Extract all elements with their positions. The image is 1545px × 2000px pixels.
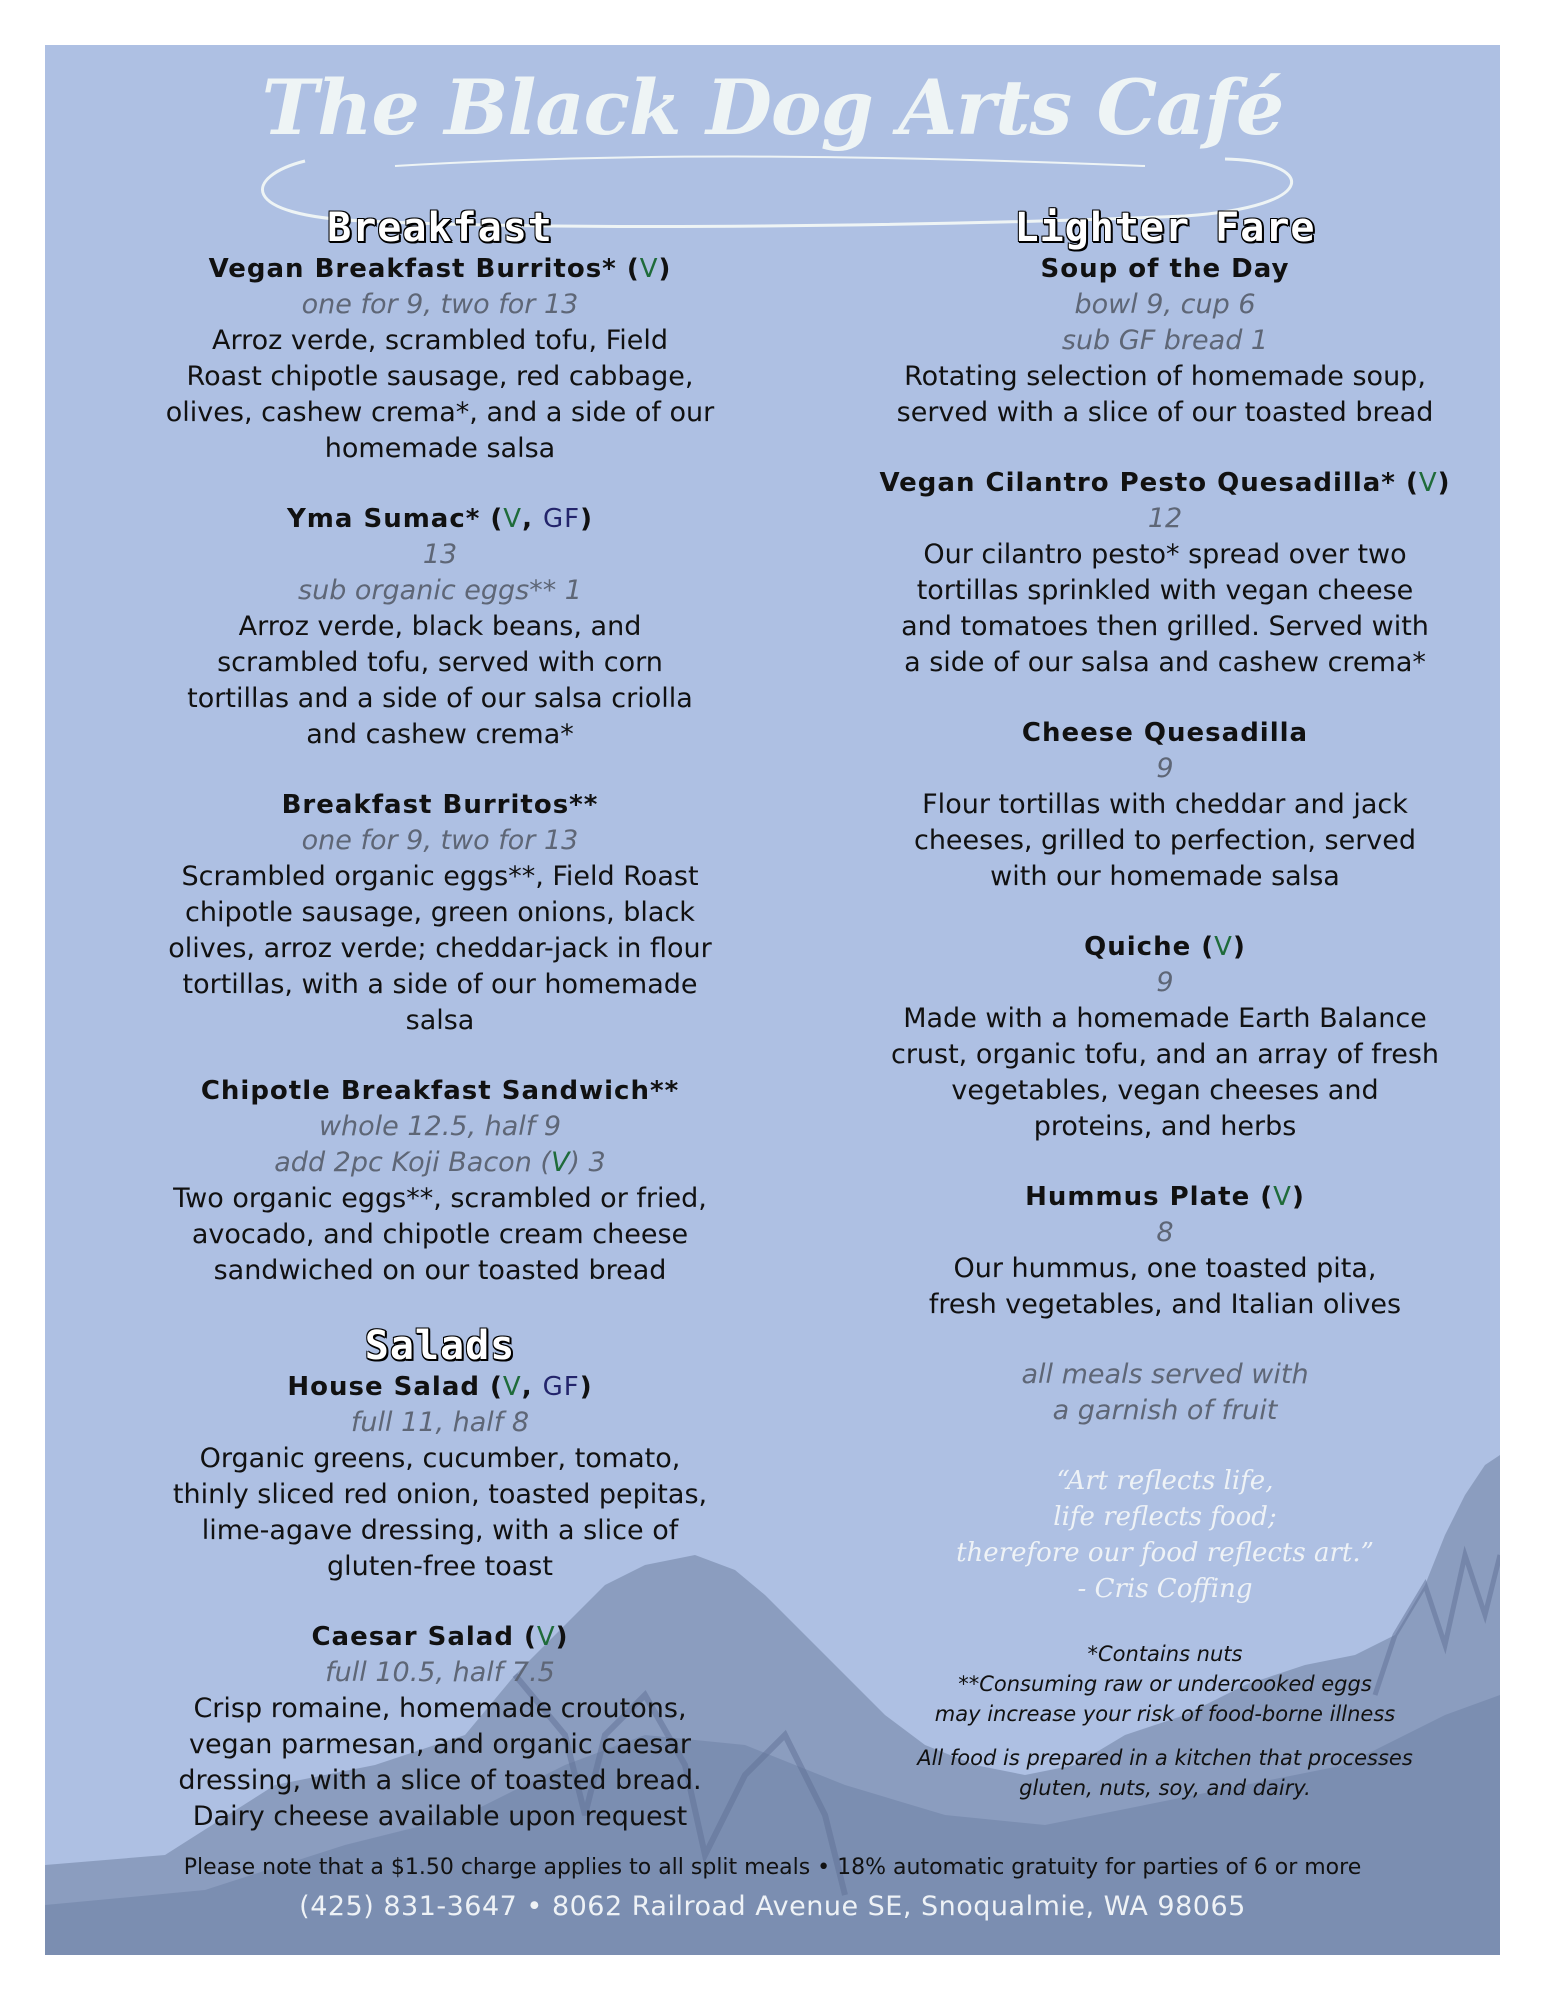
item-name: Cheese Quesadilla xyxy=(1021,718,1309,748)
addon-text: add 2pc Koji Bacon ( xyxy=(274,1147,551,1178)
item-name-line: Caesar Salad (V) xyxy=(311,1622,569,1652)
quote-line: “Art reflects life, xyxy=(1056,1466,1274,1496)
item-description-line: proteins, and herbs xyxy=(1033,1111,1297,1142)
menu-item xyxy=(120,1619,760,1835)
vegan-tag: V xyxy=(1214,932,1233,962)
meals-note-line: a garnish of fruit xyxy=(1052,1395,1278,1426)
item-name: Quiche xyxy=(1084,932,1192,962)
section-heading: Breakfast xyxy=(327,205,553,251)
item-description-line: dressing, with a slice of toasted bread. xyxy=(178,1765,702,1796)
item-description-line: salsa xyxy=(405,1005,475,1036)
item-name: House Salad xyxy=(287,1372,480,1402)
gluten-free-tag: GF xyxy=(543,504,581,534)
menu-item xyxy=(845,465,1485,681)
item-name: Soup of the Day xyxy=(1040,254,1290,284)
item-name-line xyxy=(120,787,760,823)
allergy-notes xyxy=(845,1639,1485,1729)
cafe-title-text: The Black Dog Arts Café xyxy=(261,63,1284,152)
item-price: whole 12.5, half 9 xyxy=(318,1111,562,1142)
footer-note: Please note that a $1.50 charge applies to all split meals • 18% automatic gratuity for parties of 6 or more xyxy=(183,1855,1362,1880)
vegan-tag: V xyxy=(1418,468,1438,498)
right-column xyxy=(845,205,1485,1803)
item-description-line: with our homemade salsa xyxy=(990,861,1340,892)
vegan-tag: V xyxy=(503,504,523,534)
addon-price: ) 3 xyxy=(569,1147,606,1178)
item-name-line: House Salad (V, GF) xyxy=(287,1372,593,1402)
item-description-line: Two organic eggs**, scrambled or fried, xyxy=(173,1183,707,1214)
item-name-line xyxy=(120,1073,760,1109)
kitchen-note-line: All food is prepared in a kitchen that processes xyxy=(917,1746,1413,1770)
footer-contact: (425) 831-3647 • 8062 Railroad Avenue SE, Snoqualmie, WA 98065 xyxy=(299,1891,1246,1922)
vegan-tag: V xyxy=(502,1372,522,1402)
item-description-line: Flour tortillas with cheddar and jack xyxy=(922,789,1408,820)
item-price: 9 xyxy=(1156,753,1174,784)
item-price: 12 xyxy=(1147,503,1183,534)
vegan-tag: V xyxy=(550,1147,570,1178)
item-description-line: olives, arroz verde; cheddar-jack in flour xyxy=(168,933,712,964)
item-description-line: tortillas and a side of our salsa criolla xyxy=(187,683,693,714)
item-description-line: sandwiched on our toasted bread xyxy=(213,1255,667,1286)
item-price: full 11, half 8 xyxy=(350,1407,530,1438)
menu-item xyxy=(845,715,1485,895)
item-description-line: Scrambled organic eggs**, Field Roast xyxy=(181,861,699,892)
item-name-line: Vegan Cilantro Pesto Quesadilla* (V) xyxy=(879,468,1451,498)
vegan-tag: V xyxy=(536,1622,556,1652)
item-name-line xyxy=(845,251,1485,287)
section-heading: Salads xyxy=(364,1323,516,1369)
item-description-line: chipotle sausage, green onions, black xyxy=(185,897,695,928)
menu-section xyxy=(120,1323,760,1835)
item-name: Vegan Breakfast Burritos* xyxy=(208,254,617,284)
menu-item xyxy=(845,1179,1485,1323)
item-price: sub organic eggs** 1 xyxy=(298,575,582,606)
item-description-line: fresh vegetables, and Italian olives xyxy=(928,1289,1402,1320)
vegan-tag: V xyxy=(1273,1182,1292,1212)
allergy-note-line: *Contains nuts xyxy=(1087,1642,1243,1666)
menu-item xyxy=(120,1073,760,1289)
item-description-line: Arroz verde, scrambled tofu, Field xyxy=(211,325,669,356)
menu-section xyxy=(845,205,1485,1323)
item-description-line: Made with a homemade Earth Balance xyxy=(903,1003,1427,1034)
left-column xyxy=(120,205,760,1869)
item-description-line: Dairy cheese available upon request xyxy=(192,1801,688,1832)
item-description-line: a side of our salsa and cashew crema* xyxy=(904,647,1426,678)
quote-line: - Cris Coffing xyxy=(1077,1574,1253,1604)
item-description-line: scrambled tofu, served with corn xyxy=(217,647,663,678)
item-description-line: lime-agave dressing, with a slice of xyxy=(201,1515,679,1546)
menu-item xyxy=(845,929,1485,1145)
item-name: Yma Sumac* xyxy=(286,504,481,534)
item-description-line: vegan parmesan, and organic caesar xyxy=(188,1729,692,1760)
item-addon xyxy=(120,1145,760,1181)
quote-line: therefore our food reflects art.” xyxy=(956,1538,1374,1568)
item-price: 9 xyxy=(1156,967,1174,998)
menu-item xyxy=(120,787,760,1039)
item-description-line: Arroz verde, black beans, and xyxy=(238,611,642,642)
menu-item xyxy=(120,501,760,753)
vegan-tag: V xyxy=(639,254,659,284)
item-name-line: Vegan Breakfast Burritos* (V) xyxy=(208,254,672,284)
item-price: one for 9, two for 13 xyxy=(301,289,579,320)
item-name-line xyxy=(845,715,1485,751)
item-price: bowl 9, cup 6 xyxy=(1074,289,1256,320)
item-description-line: cheeses, grilled to perfection, served xyxy=(913,825,1417,856)
item-name: Vegan Cilantro Pesto Quesadilla* xyxy=(879,468,1396,498)
item-price: one for 9, two for 13 xyxy=(301,825,579,856)
kitchen-note-line: gluten, nuts, soy, and dairy. xyxy=(1019,1776,1311,1800)
item-description-line: olives, cashew crema*, and a side of our xyxy=(165,397,715,428)
meals-note-line: all meals served with xyxy=(1021,1359,1309,1390)
item-description-line: Crisp romaine, homemade croutons, xyxy=(193,1693,687,1724)
item-price: sub GF bread 1 xyxy=(1061,325,1269,356)
section-heading: Lighter Fare xyxy=(1014,205,1316,251)
item-description-line: Rotating selection of homemade soup, xyxy=(904,361,1426,392)
item-name: Chipotle Breakfast Sandwich** xyxy=(200,1076,680,1106)
gluten-free-tag: GF xyxy=(542,1372,580,1402)
item-description-line: tortillas sprinkled with vegan cheese xyxy=(916,575,1414,606)
item-name-line: Yma Sumac* (V, GF) xyxy=(286,504,594,534)
item-description-line: crust, organic tofu, and an array of fresh xyxy=(890,1039,1440,1070)
item-description-line: Organic greens, cucumber, tomato, xyxy=(199,1443,681,1474)
quote-block xyxy=(845,1463,1485,1607)
item-description-line: vegetables, vegan cheeses and xyxy=(951,1075,1379,1106)
item-description-line: Our cilantro pesto* spread over two xyxy=(923,539,1407,570)
allergy-note-line: may increase your risk of food-borne illness xyxy=(934,1702,1396,1726)
item-price: 13 xyxy=(422,539,458,570)
item-name-line: Quiche (V) xyxy=(1084,932,1246,962)
menu-item xyxy=(120,1369,760,1585)
item-description-line: and cashew crema* xyxy=(306,719,574,750)
item-description-line: gluten-free toast xyxy=(327,1551,553,1582)
menu-item xyxy=(845,251,1485,431)
item-description-line: avocado, and chipotle cream cheese xyxy=(191,1219,689,1250)
item-description-line: homemade salsa xyxy=(324,433,556,464)
item-name-line: Hummus Plate (V) xyxy=(1025,1182,1305,1212)
item-description-line: Our hummus, one toasted pita, xyxy=(953,1253,1377,1284)
item-description-line: tortillas, with a side of our homemade xyxy=(182,969,698,1000)
item-description-line: Roast chipotle sausage, red cabbage, xyxy=(186,361,694,392)
menu-section xyxy=(120,205,760,1289)
item-name: Caesar Salad xyxy=(311,1622,514,1652)
item-description-line: thinly sliced red onion, toasted pepitas, xyxy=(172,1479,708,1510)
item-name: Hummus Plate xyxy=(1025,1182,1251,1212)
menu-item xyxy=(120,251,760,467)
item-price: 8 xyxy=(1156,1217,1174,1248)
kitchen-note xyxy=(845,1743,1485,1803)
meals-note xyxy=(845,1357,1485,1429)
item-price: full 10.5, half 7.5 xyxy=(325,1657,555,1688)
item-name: Breakfast Burritos** xyxy=(281,790,599,820)
menu-page xyxy=(45,45,1500,1955)
quote-line: life reflects food; xyxy=(1053,1502,1277,1532)
allergy-note-line: **Consuming raw or undercooked eggs xyxy=(958,1672,1372,1696)
item-description-line: served with a slice of our toasted bread xyxy=(896,397,1434,428)
item-description-line: and tomatoes then grilled. Served with xyxy=(901,611,1429,642)
